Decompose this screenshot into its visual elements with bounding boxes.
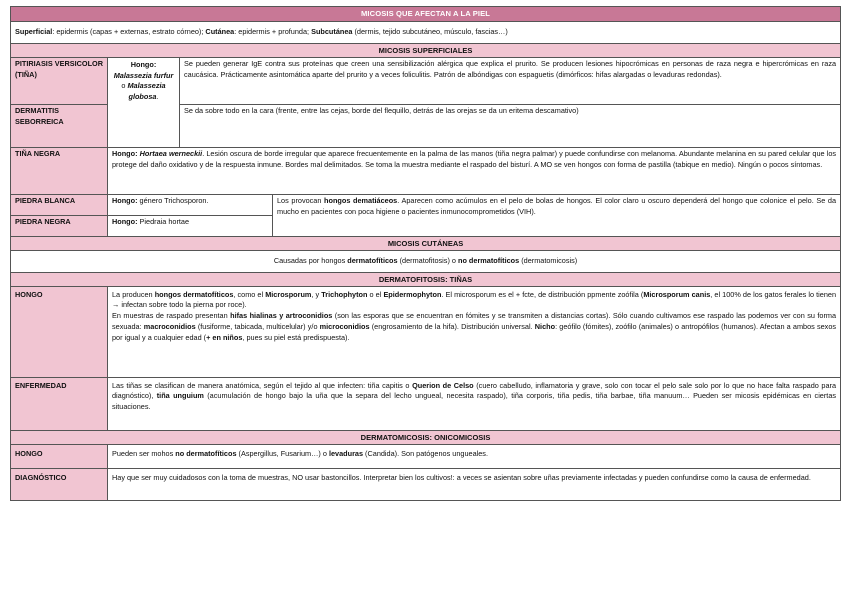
section-header-row (11, 272, 841, 286)
label-dermatitis: DERMATITIS SEBORREICA (11, 104, 108, 147)
row-tina-negra (11, 147, 841, 194)
row-piedra-blanca (11, 194, 841, 215)
page-title: MICOSIS QUE AFECTAN A LA PIEL (11, 7, 841, 22)
section-header-superficiales: MICOSIS SUPERFICIALES (11, 43, 841, 57)
document (10, 6, 840, 501)
label-enfermedad: ENFERMEDAD (11, 377, 108, 430)
label-dermatofitosis-hongo: HONGO (11, 286, 108, 377)
cutaneas-intro: Causadas por hongos dermatofíticos (dermatofitosis) o no dermatofíticos (dermatomicosis) (11, 250, 841, 272)
section-header-row (11, 236, 841, 250)
row-dermatofitosis-hongo (11, 286, 841, 377)
section-header-row (11, 43, 841, 57)
mycoses-table (10, 6, 841, 501)
label-piedra-blanca: PIEDRA BLANCA (11, 194, 108, 215)
label-piedra-negra: PIEDRA NEGRA (11, 215, 108, 236)
desc-pitiriasis: Se pueden generar IgE contra sus proteínas que creen una sensibilización alérgica que explica el prurito. Se producen lesiones hipocrómicas en personas de raza negra e hipercrómicas en raza caucásica. Prácticamente asintomática aparte del prurito y a veces foliculitis. Patrón de albóndigas con espaguetis (dimórficos: hifas alargadas o levaduras redondas). (180, 57, 841, 104)
section-header-dermatofitosis: DERMATOFITOSIS: TIÑAS (11, 272, 841, 286)
label-diagnostico: DIAGNÓSTICO (11, 468, 108, 500)
desc-diagnostico: Hay que ser muy cuidadosos con la toma de muestras, NO usar bastoncillos. Interpretar bien los cultivos!: a veces se asientan sobre uñas previamente infectadas y pueden confundirse como la causa de enfermedad. (108, 468, 841, 500)
row-dermatomicosis-hongo (11, 444, 841, 468)
desc-enfermedad: Las tiñas se clasifican de manera anatómica, según el tejido al que infecten: tiña capitis o Querion de Celso (cuero cabelludo, inflamatoria y grave, solo con tocar el pelo sale solo por lo que no hace falta raspado para diagnóstico), tiña unguium (acumulación de hongo bajo la uña que la separa del lecho ungueal, necesita raspado), tiña corporis, tiña pedis, tiña barbae, tiña manuum… Pueden ser micosis epidémicas en ciertas situaciones. (108, 377, 841, 430)
row-diagnostico (11, 468, 841, 500)
desc-dermatofitosis-hongo: La producen hongos dermatofíticos, como el Microsporum, y Trichophyton o el Epidermophyton. El microsporum es el + fcte, de distribución ppmente zoófila (Microsporum canis, el 100% de los gatos ferales lo tienen → infectan sobre todo la pierna por roce). En muestras de raspado presentan hifas hialinas y artroconidios (son las esporas que se encuentran en fómites y se transmiten a distancias cortas). Sólo cuando cultivamos ese raspado las podemos ver con su forma sexuada: macroconidios (fusiforme, tabicada, multicelular) y/o microconidios (engrosamiento de la hifa). Distribución universal. Nicho: geófilo (fómites), zoófilo (animales) o antropófilos (humanos). Afectan a ambos sexos por igual y a cualquier edad (+ en niños, pues su piel está predispuesta). (108, 286, 841, 377)
desc-dermatomicosis-hongo: Pueden ser mohos no dermatofíticos (Aspergillus, Fusarium…) o levaduras (Candida). Son patógenos ungueales. (108, 444, 841, 468)
label-pitiriasis: PITIRIASIS VERSICOLOR (TIÑA) (11, 57, 108, 104)
hongo-piedra-negra: Hongo: Piedraia hortae (108, 215, 273, 236)
intro-text: Superficial: epidermis (capas + externas, estrato córneo); Cutánea: epidermis + profunda; Subcutánea (dermis, tejido subcutáneo, músculo, fascias…) (11, 22, 841, 44)
row-pitiriasis (11, 57, 841, 104)
title-row (11, 7, 841, 22)
hongo-malassezia: Hongo: Malassezia furfur o Malassezia globosa. (108, 57, 180, 147)
row-enfermedad (11, 377, 841, 430)
section-header-cutaneas: MICOSIS CUTÁNEAS (11, 236, 841, 250)
desc-piedra: Los provocan hongos dematiáceos. Aparecen como acúmulos en el pelo de bolas de hongos. El color claro u oscuro dependerá del hongo que colonice el pelo. Se da mucho en pacientes con poca higiene o pacientes inmunocomprometidos (VIH). (273, 194, 841, 236)
hongo-piedra-blanca: Hongo: género Trichosporon. (108, 194, 273, 215)
intro-row (11, 22, 841, 44)
desc-dermatitis: Se da sobre todo en la cara (frente, entre las cejas, borde del flequillo, detrás de las orejas se da un eritema descamativo) (180, 104, 841, 147)
section-header-dermatomicosis: DERMATOMICOSIS: ONICOMICOSIS (11, 430, 841, 444)
section-header-row (11, 430, 841, 444)
label-tina-negra: TIÑA NEGRA (11, 147, 108, 194)
label-dermatomicosis-hongo: HONGO (11, 444, 108, 468)
row-cutaneas-intro (11, 250, 841, 272)
desc-tina-negra: Hongo: Hortaea werneckii. Lesión oscura de borde irregular que aparece frecuentemente en la palma de las manos (tiña negra palmar) y puede confundirse con melanoma. Abundante melanina en su pared celular que los protege del daño oxidativo y de la respuesta inmune. Bordes mal delimitados. Se toma la muestra mediante el raspado del bisturí. A MO se ven hongos con forma de pastilla (tabique en medio). Ningún o pocos síntomas. (108, 147, 841, 194)
